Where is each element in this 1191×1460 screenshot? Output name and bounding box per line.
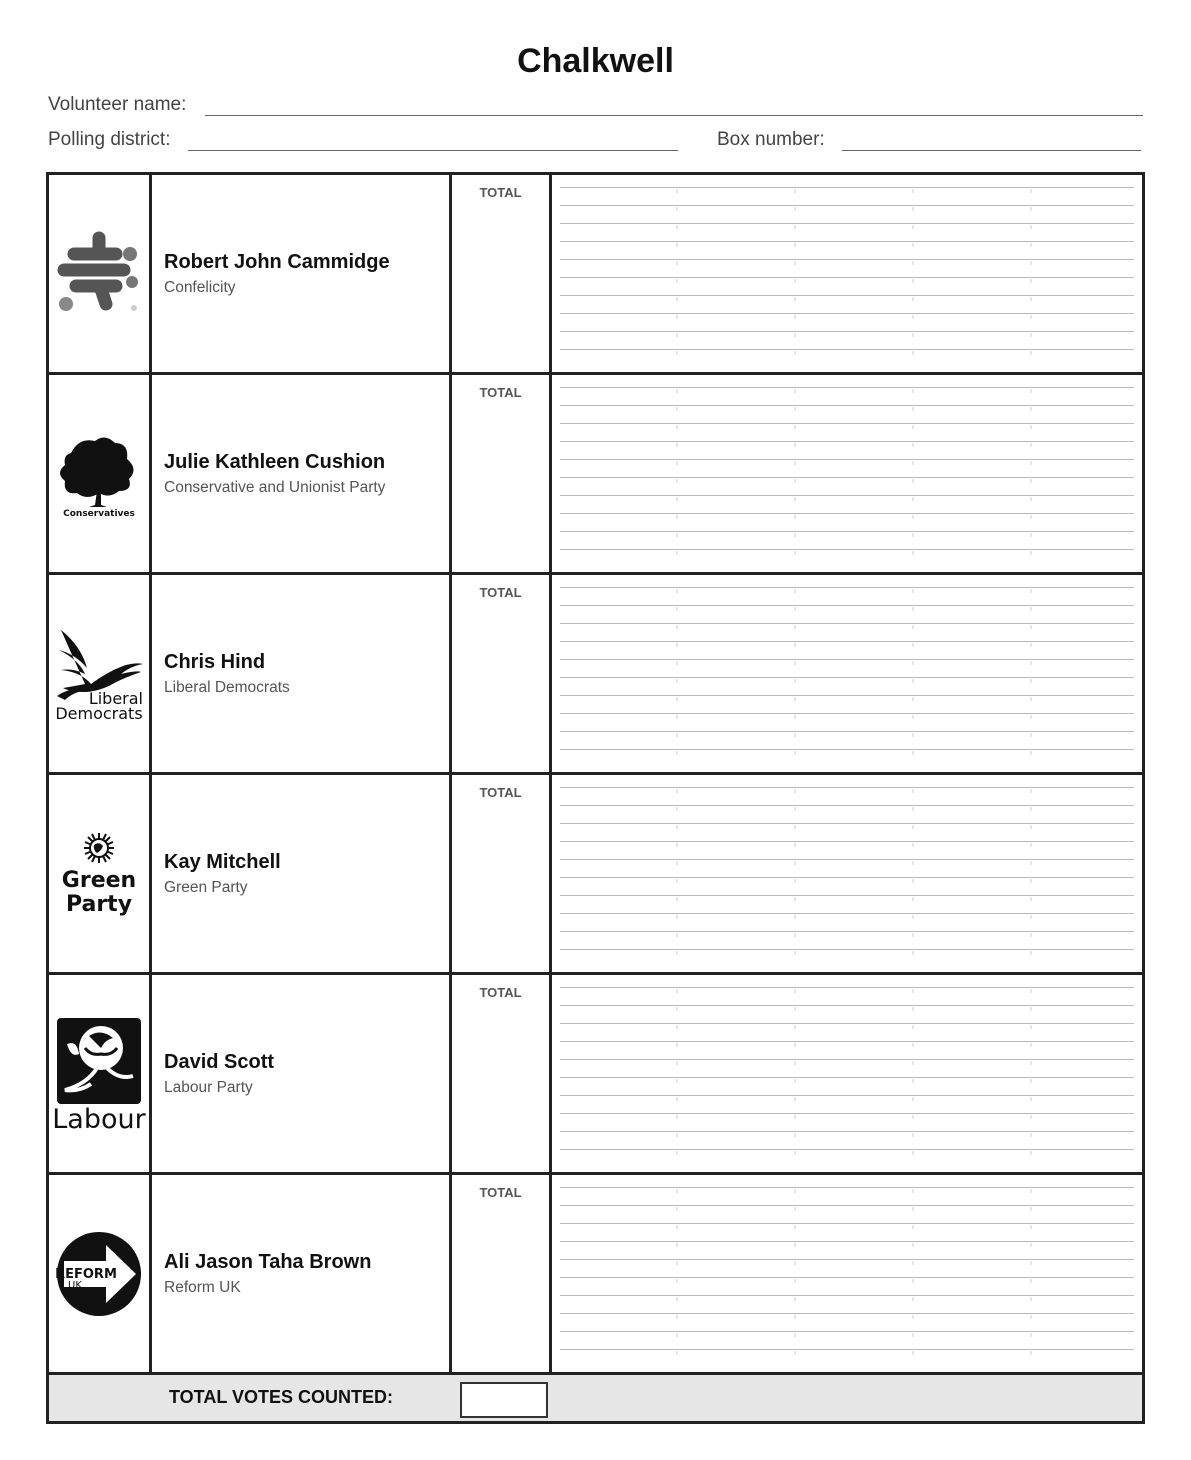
candidate-row bbox=[49, 375, 1142, 575]
candidate-cell bbox=[152, 375, 452, 572]
box-number-label: Box number: bbox=[717, 129, 825, 150]
total-cell[interactable] bbox=[452, 775, 552, 972]
candidate-party: Green Party bbox=[164, 879, 248, 896]
total-votes-input[interactable] bbox=[460, 1382, 548, 1418]
confelicity-logo-icon bbox=[54, 224, 144, 324]
candidate-name: Robert John Cammidge bbox=[164, 251, 390, 273]
candidate-row bbox=[49, 575, 1142, 775]
candidate-name: Kay Mitchell bbox=[164, 851, 281, 873]
total-votes-label: TOTAL VOTES COUNTED: bbox=[169, 1387, 394, 1407]
green-logo-text-1: Green bbox=[61, 867, 137, 893]
candidate-cell bbox=[152, 575, 452, 772]
tally-grid[interactable] bbox=[552, 975, 1142, 1172]
candidate-party: Labour Party bbox=[164, 1079, 253, 1096]
candidate-cell bbox=[152, 1175, 452, 1372]
candidate-row bbox=[49, 175, 1142, 375]
reform-logo-text-1: REFORM bbox=[55, 1266, 117, 1282]
candidate-party: Reform UK bbox=[164, 1279, 241, 1296]
total-label: TOTAL bbox=[479, 385, 522, 400]
candidate-cell bbox=[152, 175, 452, 372]
party-logo-cell bbox=[49, 575, 152, 772]
tally-lines bbox=[552, 975, 1142, 1172]
libdem-logo-text-2: Democrats bbox=[55, 703, 143, 722]
candidate-party: Liberal Democrats bbox=[164, 679, 290, 696]
candidate-name: Julie Kathleen Cushion bbox=[164, 451, 386, 473]
total-label: TOTAL bbox=[479, 985, 522, 1000]
libdem-logo-text-1: Liberal bbox=[88, 688, 143, 708]
party-logo-cell bbox=[49, 775, 152, 972]
total-label: TOTAL bbox=[479, 185, 522, 200]
box-number-field[interactable] bbox=[842, 150, 1141, 151]
volunteer-name-field[interactable] bbox=[205, 115, 1143, 116]
total-cell[interactable] bbox=[452, 175, 552, 372]
total-cell[interactable] bbox=[452, 1175, 552, 1372]
candidate-row bbox=[49, 775, 1142, 975]
tally-grid[interactable] bbox=[552, 175, 1142, 372]
total-cell[interactable] bbox=[452, 575, 552, 772]
page-title: Chalkwell bbox=[517, 42, 674, 80]
tally-lines bbox=[552, 1175, 1142, 1372]
labour-rose-logo-icon bbox=[51, 1014, 147, 1134]
party-logo-cell bbox=[49, 1175, 152, 1372]
tally-lines bbox=[552, 775, 1142, 972]
candidate-row bbox=[49, 1175, 1142, 1375]
party-logo-cell bbox=[49, 975, 152, 1172]
tally-grid[interactable] bbox=[552, 375, 1142, 572]
reform-logo-text-2: UK bbox=[68, 1279, 82, 1291]
candidate-party: Conservative and Unionist Party bbox=[164, 479, 386, 496]
tally-grid[interactable] bbox=[552, 1175, 1142, 1372]
tally-grid[interactable] bbox=[552, 575, 1142, 772]
polling-district-field[interactable] bbox=[188, 150, 678, 151]
total-votes-footer bbox=[49, 1375, 1142, 1421]
green-logo-text-2: Party bbox=[65, 891, 133, 917]
candidate-name: David Scott bbox=[164, 1051, 275, 1073]
tally-lines bbox=[552, 175, 1142, 372]
total-label: TOTAL bbox=[479, 785, 522, 800]
labour-logo-text: Labour bbox=[52, 1103, 146, 1134]
candidate-cell bbox=[152, 975, 452, 1172]
green-party-logo-icon bbox=[59, 829, 139, 919]
total-label: TOTAL bbox=[479, 585, 522, 600]
party-logo-cell bbox=[49, 375, 152, 572]
total-label: TOTAL bbox=[479, 1185, 522, 1200]
reform-arrow-logo-icon bbox=[54, 1229, 144, 1319]
total-cell[interactable] bbox=[452, 375, 552, 572]
tally-sheet bbox=[46, 172, 1145, 1424]
party-logo-cell bbox=[49, 175, 152, 372]
tally-lines bbox=[552, 575, 1142, 772]
libdem-bird-logo-icon bbox=[51, 626, 147, 722]
polling-district-label: Polling district: bbox=[48, 129, 171, 150]
conservative-logo-text: Conservatives bbox=[63, 508, 135, 519]
volunteer-name-label: Volunteer name: bbox=[48, 94, 187, 115]
candidate-name: Ali Jason Taha Brown bbox=[164, 1251, 372, 1273]
conservative-tree-logo-icon bbox=[53, 429, 145, 519]
candidate-cell bbox=[152, 775, 452, 972]
tally-grid[interactable] bbox=[552, 775, 1142, 972]
candidate-name: Chris Hind bbox=[164, 651, 266, 673]
total-cell[interactable] bbox=[452, 975, 552, 1172]
candidate-row bbox=[49, 975, 1142, 1175]
tally-lines bbox=[552, 375, 1142, 572]
candidate-party: Confelicity bbox=[164, 279, 236, 296]
